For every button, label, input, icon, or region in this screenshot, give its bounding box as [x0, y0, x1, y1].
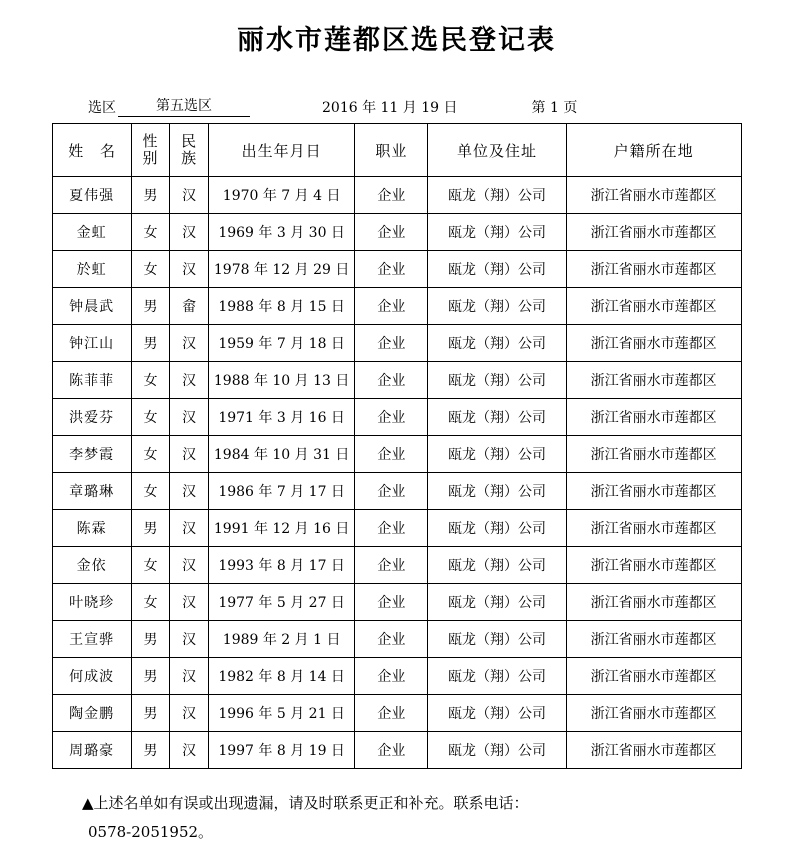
voter-gender: 女 — [131, 584, 170, 621]
table-row — [52, 325, 741, 362]
voter-gender: 男 — [131, 510, 170, 547]
voter-birthdate: 1982 年 8 月 14 日 — [208, 658, 354, 695]
voter-name: 陈菲菲 — [52, 362, 131, 399]
voter-unit-address: 瓯龙（翔）公司 — [428, 251, 566, 288]
header-birthdate: 出生年月日 — [208, 124, 354, 177]
voter-unit-address: 瓯龙（翔）公司 — [428, 547, 566, 584]
voter-birthdate: 1977 年 5 月 27 日 — [208, 584, 354, 621]
voter-occupation: 企业 — [355, 584, 428, 621]
voter-ethnicity: 汉 — [170, 732, 209, 769]
header-household: 户籍所在地 — [566, 124, 741, 177]
voter-gender: 女 — [131, 251, 170, 288]
voter-birthdate: 1978 年 12 月 29 日 — [208, 251, 354, 288]
voter-occupation: 企业 — [355, 362, 428, 399]
voter-ethnicity: 汉 — [170, 621, 209, 658]
voter-ethnicity: 汉 — [170, 214, 209, 251]
voter-gender: 男 — [131, 177, 170, 214]
voter-name: 金虹 — [52, 214, 131, 251]
voter-occupation: 企业 — [355, 325, 428, 362]
voter-ethnicity: 汉 — [170, 177, 209, 214]
voter-birthdate: 1988 年 10 月 13 日 — [208, 362, 354, 399]
voter-name: 金依 — [52, 547, 131, 584]
voter-unit-address: 瓯龙（翔）公司 — [428, 214, 566, 251]
voter-unit-address: 瓯龙（翔）公司 — [428, 362, 566, 399]
voter-name: 钟江山 — [52, 325, 131, 362]
voter-name: 周璐豪 — [52, 732, 131, 769]
voter-gender: 男 — [131, 288, 170, 325]
document-page — [0, 18, 793, 868]
table-row — [52, 251, 741, 288]
voter-ethnicity: 汉 — [170, 362, 209, 399]
voter-household: 浙江省丽水市莲都区 — [566, 177, 741, 214]
footnote-line-1: ▲上述名单如有误或出现遗漏，请及时联系更正和补充。联系电话： — [82, 794, 529, 812]
voter-name: 李梦霞 — [52, 436, 131, 473]
voter-gender: 女 — [131, 399, 170, 436]
voter-birthdate: 1996 年 5 月 21 日 — [208, 695, 354, 732]
voter-ethnicity: 汉 — [170, 325, 209, 362]
voter-name: 何成波 — [52, 658, 131, 695]
voter-birthdate: 1988 年 8 月 15 日 — [208, 288, 354, 325]
voter-name: 钟晨武 — [52, 288, 131, 325]
voter-unit-address: 瓯龙（翔）公司 — [428, 177, 566, 214]
voter-ethnicity: 汉 — [170, 695, 209, 732]
voter-occupation: 企业 — [355, 732, 428, 769]
voter-name: 王宣骅 — [52, 621, 131, 658]
voter-household: 浙江省丽水市莲都区 — [566, 473, 741, 510]
voter-ethnicity: 汉 — [170, 251, 209, 288]
voter-birthdate: 1989 年 2 月 1 日 — [208, 621, 354, 658]
page-title: 丽水市莲都区选民登记表 — [237, 25, 556, 56]
voter-household: 浙江省丽水市莲都区 — [566, 658, 741, 695]
table-row — [52, 177, 741, 214]
header-ethnicity-line1: 民 — [181, 131, 198, 150]
voter-birthdate: 1993 年 8 月 17 日 — [208, 547, 354, 584]
voter-household: 浙江省丽水市莲都区 — [566, 325, 741, 362]
voter-gender: 男 — [131, 621, 170, 658]
voter-ethnicity: 汉 — [170, 399, 209, 436]
voter-household: 浙江省丽水市莲都区 — [566, 399, 741, 436]
voter-birthdate: 1991 年 12 月 16 日 — [208, 510, 354, 547]
table-row — [52, 621, 741, 658]
voter-birthdate: 1971 年 3 月 16 日 — [208, 399, 354, 436]
header-name: 姓 名 — [52, 124, 131, 177]
voter-name: 夏伟强 — [52, 177, 131, 214]
voter-name: 章璐琳 — [52, 473, 131, 510]
voter-gender: 女 — [131, 473, 170, 510]
table-header-row — [52, 124, 741, 177]
table-row — [52, 214, 741, 251]
voter-birthdate: 1986 年 7 月 17 日 — [208, 473, 354, 510]
table-row — [52, 288, 741, 325]
voter-occupation: 企业 — [355, 214, 428, 251]
table-row — [52, 658, 741, 695]
registration-date: 2016 年 11 月 19 日 — [322, 100, 458, 116]
voter-name: 洪爱芬 — [52, 399, 131, 436]
voter-ethnicity: 畲 — [170, 288, 209, 325]
voter-name: 陶金鹏 — [52, 695, 131, 732]
table-row — [52, 584, 741, 621]
voter-occupation: 企业 — [355, 436, 428, 473]
district-value: 第五选区 — [118, 95, 250, 117]
voter-gender: 男 — [131, 732, 170, 769]
voter-ethnicity: 汉 — [170, 473, 209, 510]
voter-household: 浙江省丽水市莲都区 — [566, 584, 741, 621]
voter-occupation: 企业 — [355, 177, 428, 214]
voter-unit-address: 瓯龙（翔）公司 — [428, 658, 566, 695]
voter-occupation: 企业 — [355, 547, 428, 584]
voter-gender: 女 — [131, 214, 170, 251]
voter-occupation: 企业 — [355, 473, 428, 510]
table-row — [52, 473, 741, 510]
voter-gender: 女 — [131, 547, 170, 584]
table-row — [52, 399, 741, 436]
table-row — [52, 362, 741, 399]
voter-name: 於虹 — [52, 251, 131, 288]
voter-household: 浙江省丽水市莲都区 — [566, 288, 741, 325]
table-row — [52, 732, 741, 769]
district-label: 选区 — [88, 100, 116, 116]
voter-gender: 女 — [131, 436, 170, 473]
voter-occupation: 企业 — [355, 695, 428, 732]
voter-ethnicity: 汉 — [170, 584, 209, 621]
table-row — [52, 695, 741, 732]
voter-household: 浙江省丽水市莲都区 — [566, 362, 741, 399]
voter-birthdate: 1984 年 10 月 31 日 — [208, 436, 354, 473]
voter-unit-address: 瓯龙（翔）公司 — [428, 510, 566, 547]
voter-occupation: 企业 — [355, 399, 428, 436]
voter-gender: 男 — [131, 325, 170, 362]
voter-unit-address: 瓯龙（翔）公司 — [428, 288, 566, 325]
voter-unit-address: 瓯龙（翔）公司 — [428, 399, 566, 436]
footnote-line-2: 0578-2051952。 — [88, 822, 214, 841]
voter-unit-address: 瓯龙（翔）公司 — [428, 584, 566, 621]
voter-name: 叶晓珍 — [52, 584, 131, 621]
table-header — [52, 124, 741, 177]
voter-gender: 男 — [131, 695, 170, 732]
voter-household: 浙江省丽水市莲都区 — [566, 621, 741, 658]
table-row — [52, 547, 741, 584]
voter-registration-table — [52, 123, 742, 769]
voter-occupation: 企业 — [355, 658, 428, 695]
header-gender — [131, 124, 170, 177]
voter-unit-address: 瓯龙（翔）公司 — [428, 436, 566, 473]
voter-household: 浙江省丽水市莲都区 — [566, 695, 741, 732]
voter-ethnicity: 汉 — [170, 436, 209, 473]
table-body — [52, 177, 741, 769]
voter-household: 浙江省丽水市莲都区 — [566, 436, 741, 473]
voter-occupation: 企业 — [355, 510, 428, 547]
voter-unit-address: 瓯龙（翔）公司 — [428, 621, 566, 658]
voter-ethnicity: 汉 — [170, 658, 209, 695]
voter-occupation: 企业 — [355, 288, 428, 325]
voter-unit-address: 瓯龙（翔）公司 — [428, 325, 566, 362]
voter-birthdate: 1997 年 8 月 19 日 — [208, 732, 354, 769]
voter-household: 浙江省丽水市莲都区 — [566, 214, 741, 251]
voter-unit-address: 瓯龙（翔）公司 — [428, 732, 566, 769]
page-number: 第 1 页 — [531, 100, 578, 116]
voter-birthdate: 1970 年 7 月 4 日 — [208, 177, 354, 214]
voter-occupation: 企业 — [355, 621, 428, 658]
voter-unit-address: 瓯龙（翔）公司 — [428, 473, 566, 510]
header-ethnicity-line2: 族 — [181, 149, 198, 167]
voter-gender: 女 — [131, 362, 170, 399]
meta-row — [0, 95, 793, 117]
voter-ethnicity: 汉 — [170, 547, 209, 584]
voter-household: 浙江省丽水市莲都区 — [566, 251, 741, 288]
footnote — [0, 789, 793, 846]
header-unit-address: 单位及住址 — [428, 124, 566, 177]
voter-household: 浙江省丽水市莲都区 — [566, 732, 741, 769]
voter-occupation: 企业 — [355, 251, 428, 288]
voter-name: 陈霖 — [52, 510, 131, 547]
voter-ethnicity: 汉 — [170, 510, 209, 547]
table-row — [52, 436, 741, 473]
voter-household: 浙江省丽水市莲都区 — [566, 510, 741, 547]
voter-gender: 男 — [131, 658, 170, 695]
header-ethnicity — [170, 124, 209, 177]
voter-unit-address: 瓯龙（翔）公司 — [428, 695, 566, 732]
header-gender-line2: 别 — [142, 149, 159, 167]
header-gender-line1: 性 — [142, 131, 159, 150]
voter-household: 浙江省丽水市莲都区 — [566, 547, 741, 584]
voter-birthdate: 1959 年 7 月 18 日 — [208, 325, 354, 362]
table-row — [52, 510, 741, 547]
voter-birthdate: 1969 年 3 月 30 日 — [208, 214, 354, 251]
header-occupation: 职业 — [355, 124, 428, 177]
